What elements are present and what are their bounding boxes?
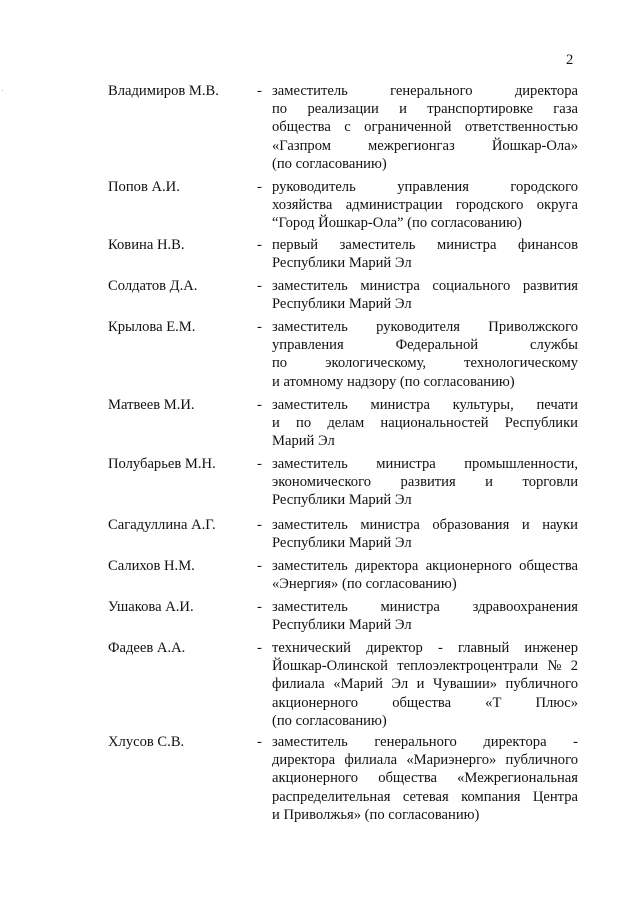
position-line: общества с ограниченной ответственностью [272,119,578,136]
member-position [272,516,578,552]
position-line: директора филиала «Мариэнерго» публичного [272,752,578,769]
position-line: заместитель министра образования и науки [272,517,578,533]
member-name: Сагадуллина А.Г. [108,517,216,533]
member-position [272,318,578,391]
member-position [272,733,578,824]
position-line: Республики Марий Эл [272,535,412,552]
member-name: Матвеев М.И. [108,397,195,413]
position-line: по реализации и транспортировке газа [272,101,578,118]
member-name: Солдатов Д.А. [108,278,198,294]
position-line: по экологическому, технологическому [272,355,578,372]
dash-separator: - [257,83,262,99]
position-line: заместитель генерального директора [272,83,578,99]
member-name: Крылова Е.М. [108,319,196,335]
member-name: Полубарьев М.Н. [108,456,216,472]
position-line: управления Федеральной службы [272,337,578,354]
position-line: руководитель управления городского [272,179,578,195]
dash-separator: - [257,397,262,413]
member-position [272,396,578,451]
member-position [272,178,578,233]
dash-separator: - [257,517,262,533]
position-line: филиала «Марий Эл и Чувашии» публичного [272,676,578,693]
position-line: и атомному надзору (по согласованию) [272,373,515,390]
member-name: Фадеев А.А. [108,640,186,656]
member-name: Ковина Н.В. [108,237,185,253]
position-line: заместитель министра здравоохранения [272,599,578,615]
position-line: заместитель министра социального развития [272,278,578,294]
position-line: первый заместитель министра финансов [272,237,578,253]
member-name: Попов А.И. [108,179,180,195]
position-line: заместитель руководителя Приволжского [272,319,578,335]
dash-separator: - [257,558,262,574]
dash-separator: - [257,456,262,472]
dash-separator: - [257,599,262,615]
position-line: технический директор - главный инженер [272,640,578,656]
member-name: Владимиров М.В. [108,83,219,99]
member-name: Салихов Н.М. [108,558,195,574]
position-line: Республики Марий Эл [272,492,412,509]
dash-separator: - [257,237,262,253]
position-line: Марий Эл [272,433,335,450]
position-line: Йошкар-Олинской теплоэлектроцентрали № 2 [272,658,578,675]
dash-separator: - [257,278,262,294]
member-position [272,455,578,510]
position-line: акционерного общества «Межрегиональная [272,770,578,787]
position-line: «Энергия» (по согласованию) [272,576,457,593]
position-line: хозяйства администрации городского округа [272,197,578,214]
position-line: и Приволжья» (по согласованию) [272,806,480,823]
member-position [272,557,578,593]
position-line: заместитель директора акционерного общества [272,558,578,574]
position-line: Республики Марий Эл [272,617,412,634]
member-name: Ушакова А.И. [108,599,194,615]
position-line: акционерного общества «Т Плюс» [272,694,578,711]
position-line: (по согласованию) [272,155,387,172]
dash-separator: - [257,640,262,656]
member-position [272,236,578,272]
dash-separator: - [257,319,262,335]
dash-separator: - [257,734,262,750]
position-line: Республики Марий Эл [272,255,412,272]
position-line: и по делам национальностей Республики [272,415,578,432]
dash-separator: - [257,179,262,195]
position-line: распределительная сетевая компания Центра [272,788,578,805]
member-position [272,598,578,634]
position-line: заместитель генерального директора - [272,734,578,750]
member-position [272,82,578,173]
page-number: 2 [566,52,574,68]
position-line: “Город Йошкар-Ола” (по согласованию) [272,215,522,232]
member-position [272,277,578,313]
position-line: (по согласованию) [272,712,387,729]
position-line: «Газпром межрегионгаз Йошкар-Ола» [272,137,578,154]
member-position [272,639,578,730]
member-name: Хлусов С.В. [108,734,185,750]
margin-mark [2,90,3,91]
position-line: Республики Марий Эл [272,296,412,313]
position-line: заместитель министра промышленности, [272,456,578,472]
position-line: экономического развития и торговли [272,474,578,491]
position-line: заместитель министра культуры, печати [272,397,578,413]
